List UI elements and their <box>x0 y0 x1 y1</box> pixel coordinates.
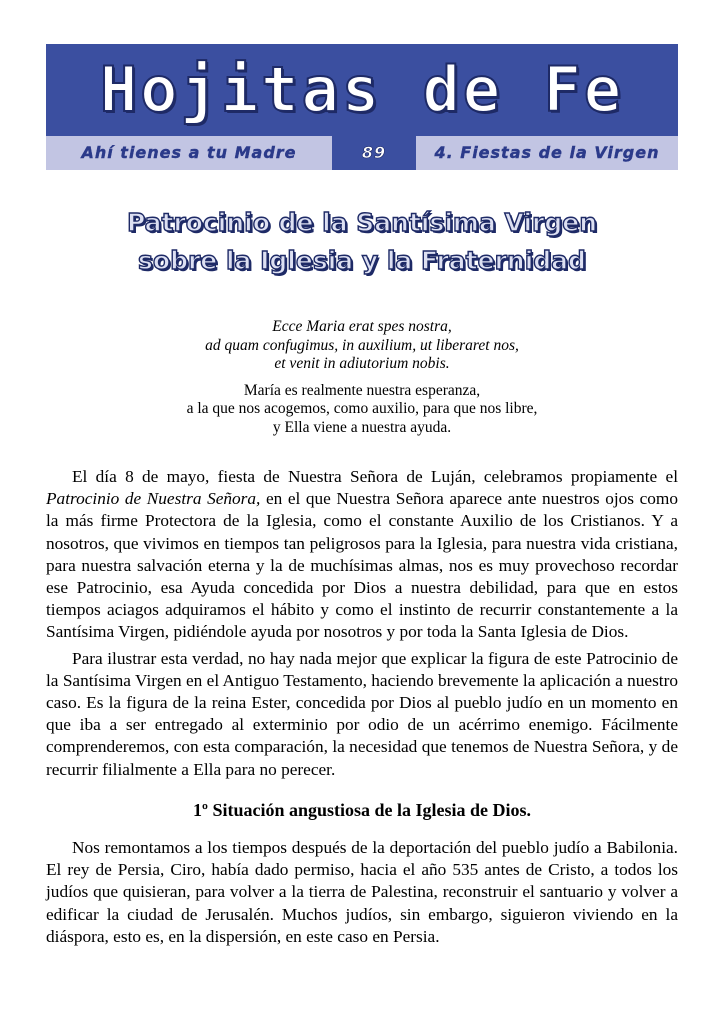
epigraph-latin-line: Ecce Maria erat spes nostra, <box>272 318 452 335</box>
paragraph-2: Para ilustrar esta verdad, no hay nada mejor que explicar la figura de este Patrocinio de la Santísima Virgen en el Antiguo Testamento, haciendo brevemente la aplicación a nuestro caso. Es la figura de la reina Ester, concedida por Dios al pueblo judío en un momento en que iba a ser entregado al exterminio por odio de un acérrimo enemigo. Fácilmente comprenderemos, con esta comparación, la necesidad que tenemos de Nuestra Señora, y de recurrir filialmente a Ella para no perecer. <box>46 648 678 779</box>
series-section: 4. Fiestas de la Virgen <box>416 136 678 170</box>
paragraph-3: Nos remontamos a los tiempos después de la deportación del pueblo judío a Babilonia. El rey de Persia, Ciro, había dado permiso, hacia el año 535 antes de Cristo, a todos los judíos que quisieran, para volver a la tierra de Palestina, reconstruir el santuario y volver a edificar la ciudad de Jerusalén. Muchos judíos, sin embargo, siguieron viviendo en la diáspora, esto es, en la dispersión, en este caso en Persia. <box>46 838 678 946</box>
epigraph-translation-line: María es realmente nuestra esperanza, <box>243 381 481 399</box>
epigraph <box>46 318 678 437</box>
paragraph-1 <box>46 466 678 644</box>
epigraph-translation-line: y Ella viene a nuestra ayuda. <box>272 418 452 436</box>
header-banner <box>46 44 678 170</box>
document-title-line-1: Patrocinio de la Santísima Virgen <box>126 208 598 237</box>
epigraph-translation <box>46 382 678 438</box>
paragraph-1-start: El día 8 de mayo, fiesta de Nuestra Señora de Luján, celebramos propiamente el <box>72 467 678 486</box>
epigraph-latin-line: ad quam confugimus, in auxilium, ut liberaret nos, <box>205 336 519 354</box>
series-subtitle: Ahí tienes a tu Madre <box>46 136 332 170</box>
issue-number: 89 <box>332 136 416 170</box>
article-body <box>46 466 678 952</box>
document-title <box>46 204 678 280</box>
paragraph-1-end: en el que Nuestra Señora aparece ante nuestros ojos como la más firme Protectora de la Iglesia, como el constante Auxilio de los Cristianos. Y a nosotros, que vivimos en tiempos tan peligrosos para la Iglesia, para nuestra vida cristiana, para nuestra salvación eterna y la de muchísimas almas, nos es muy provechoso recordar ese Patrocinio, esa Ayuda concedida por Dios a nuestra debilidad, para que en estos tiempos aciagos adquiramos el hábito y como el instinto de recurrir constantemente a la Santísima Virgen, pidiéndole ayuda por nosotros y por toda la Santa Iglesia de Dios. <box>46 489 678 642</box>
document-title-line-2: sobre la Iglesia y la Fraternidad <box>138 246 586 275</box>
header-title-band <box>46 44 678 136</box>
epigraph-latin <box>46 318 678 374</box>
section-heading-1: 1º Situación angustiosa de la Iglesia de Dios. <box>193 799 531 820</box>
publication-title: Hojitas de Fe <box>99 53 625 126</box>
epigraph-translation-line: a la que nos acogemos, como auxilio, para que nos libre, <box>186 400 538 417</box>
epigraph-latin-line: et venit in adiutorium nobis. <box>274 355 450 372</box>
paragraph-1-emphasis: Patrocinio de Nuestra Señora, <box>46 489 261 509</box>
